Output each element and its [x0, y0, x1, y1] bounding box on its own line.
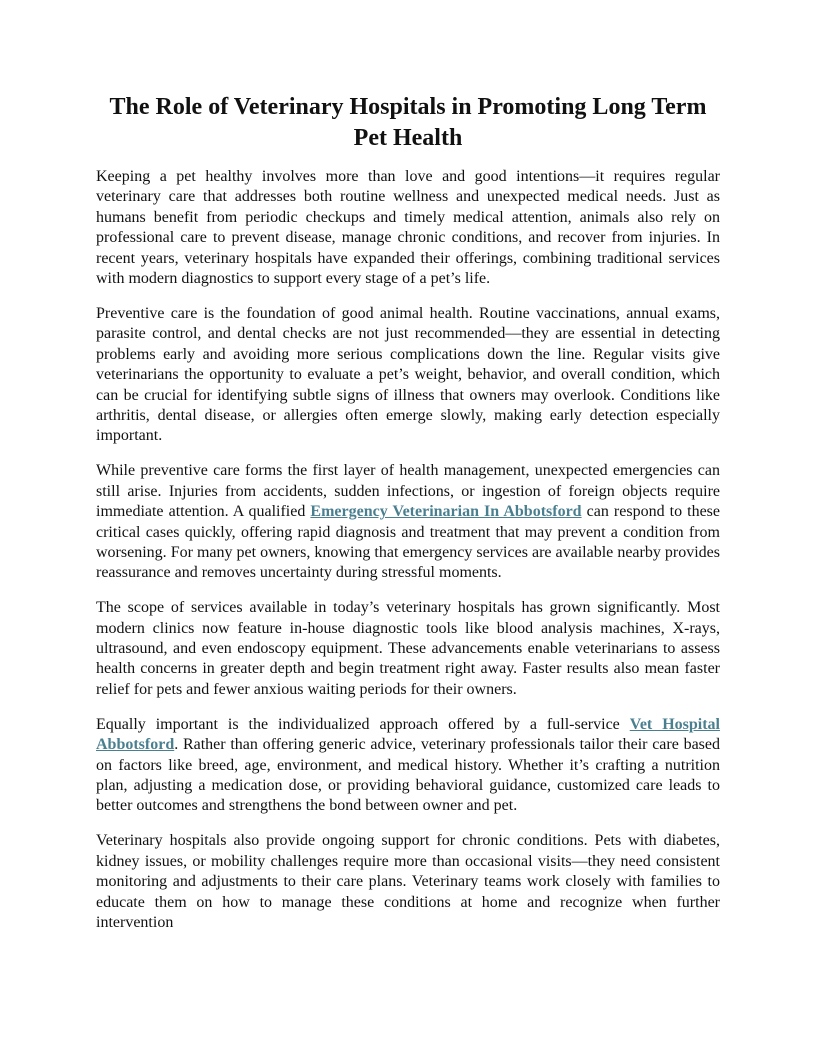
paragraph-chronic-conditions: Veterinary hospitals also provide ongoing support for chronic conditions. Pets with diabetes, kidney issues, or mobility challenges require more than occasional visits—they need consistent monitoring and adjustments to their care plans. Veterinary teams work closely with families to educate them on how to manage these conditions at home and recognize when further intervention — [96, 832, 720, 931]
document-title: The Role of Veterinary Hospitals in Promoting Long Term Pet Health — [109, 94, 707, 151]
paragraph-preventive-care: Preventive care is the foundation of good animal health. Routine vaccinations, annual exams, parasite control, and dental checks are not just recommended—they are essential in detecting problems early and avoiding more serious complications down the line. Regular visits give veterinarians the opportunity to evaluate a pet’s weight, behavior, and overall condition, which can be crucial for identifying subtle signs of illness that owners may overlook. Conditions like arthritis, dental disease, or allergies often emerge slowly, making early detection especially important. — [96, 304, 720, 445]
paragraph-individualized — [96, 715, 720, 817]
paragraph-text: While preventive care forms the first layer of health management, unexpected emergencies can still arise. Injuries from accidents, sudden infections, or ingestion of foreign objects require immediate attention. A qualified — [96, 462, 720, 521]
paragraph-intro: Keeping a pet healthy involves more than love and good intentions—it requires regular veterinary care that addresses both routine wellness and unexpected medical needs. Just as humans benefit from periodic checkups and timely medical attention, animals also rely on professional care to prevent disease, manage chronic conditions, and recover from injuries. In recent years, veterinary hospitals have expanded their offerings, combining traditional services with modern diagnostics to support every stage of a pet’s life. — [96, 168, 720, 288]
vet-hospital-link[interactable]: Vet Hospital Abbotsford — [96, 715, 720, 754]
emergency-veterinarian-link[interactable]: Emergency Veterinarian In Abbotsford — [310, 503, 582, 521]
paragraph-text: Equally important is the individualized approach offered by a full-service — [96, 715, 630, 733]
paragraph-text: . Rather than offering generic advice, veterinary professionals tailor their care based on factors like breed, age, environment, and medical history. Whether it’s crafting a nutrition plan, adjusting a medication dose, or providing behavioral guidance, customized care leads to better outcomes and strengthens the bond between owner and pet. — [96, 736, 720, 815]
paragraph-text: can respond to these critical cases quickly, offering rapid diagnosis and treatment that may prevent a condition from worsening. For many pet owners, knowing that emergency services are available nearby provides reassurance and removes uncertainty during stressful moments. — [96, 503, 721, 582]
paragraph-emergencies — [96, 461, 720, 583]
paragraph-services: The scope of services available in today’s veterinary hospitals has grown significantly. Most modern clinics now feature in-house diagnostic tools like blood analysis machines, X-rays, ultrasound, and even endoscopy equipment. These advancements enable veterinarians to assess health concerns in greater depth and begin treatment right away. Faster results also mean faster relief for pets and fewer anxious waiting periods for their owners. — [96, 599, 720, 698]
document-page — [96, 92, 720, 948]
